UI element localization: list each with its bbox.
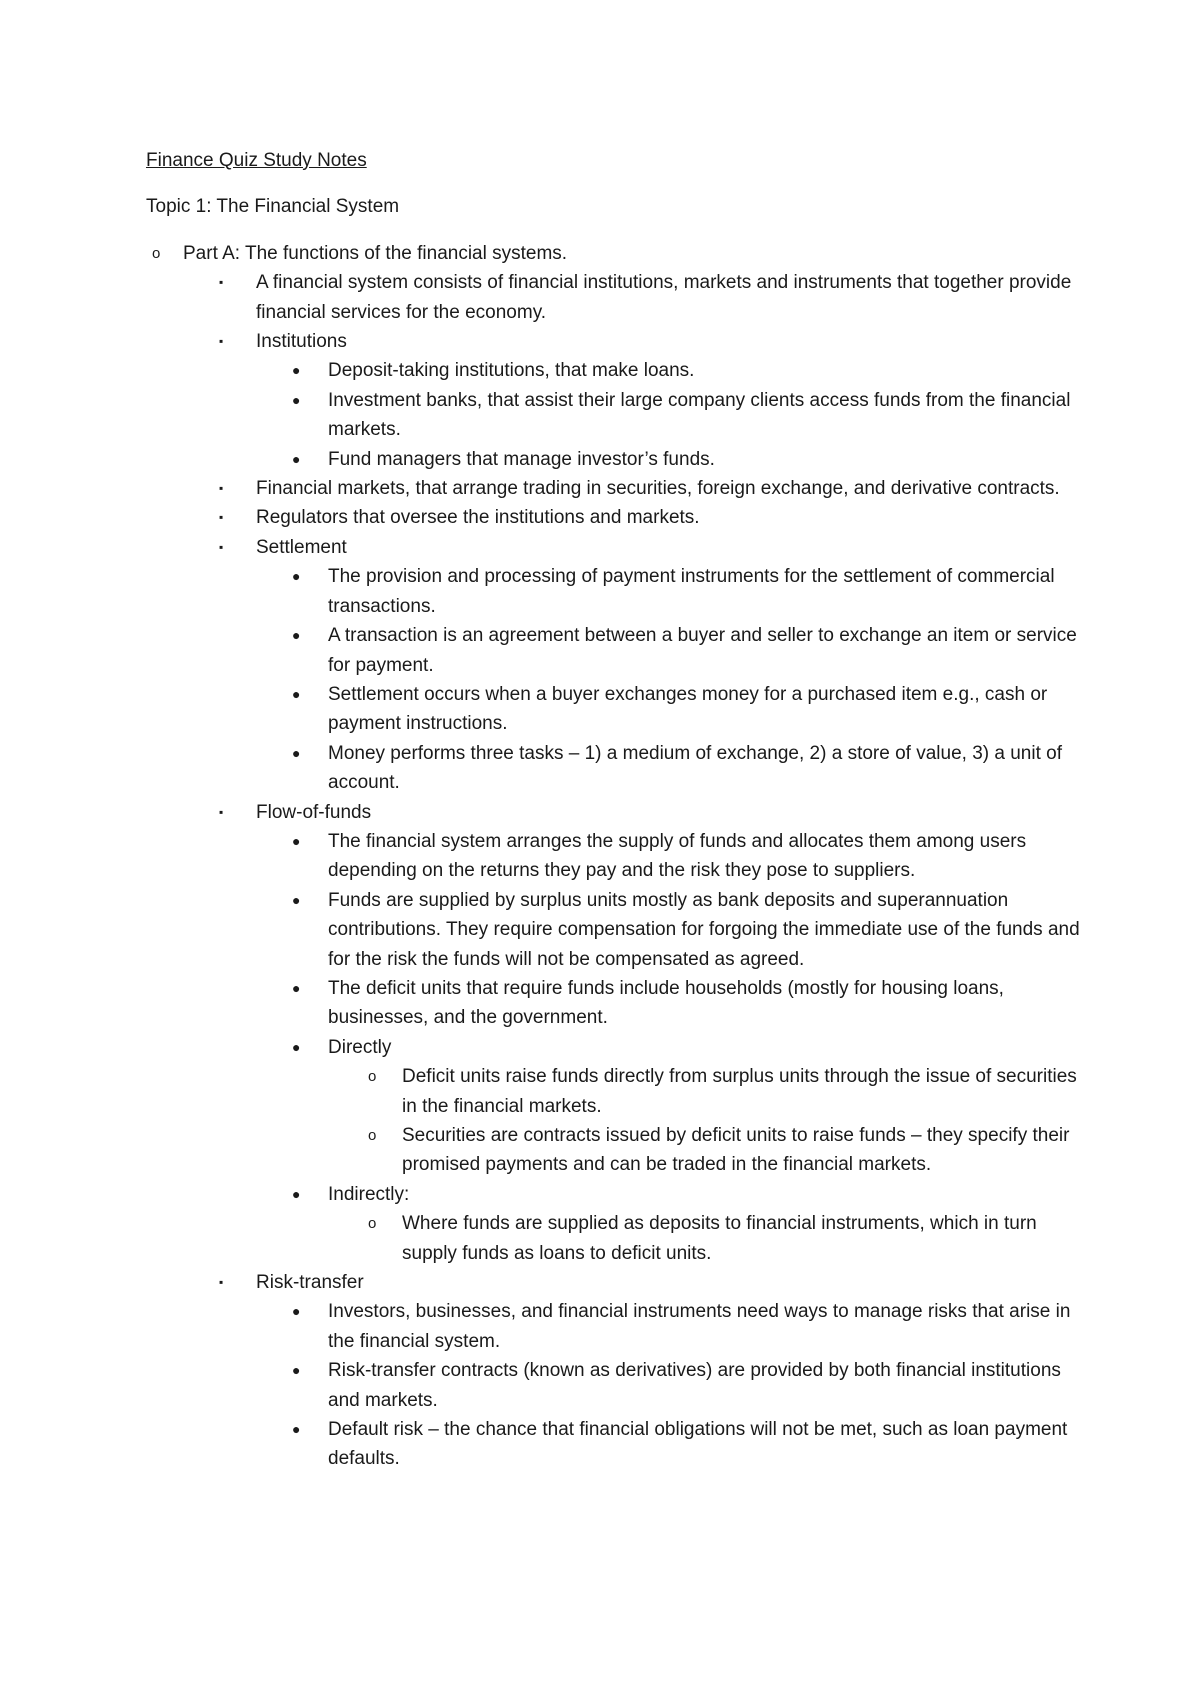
indirectly-item: Where funds are supplied as deposits to financial instruments, which in turn supply funds as loans to deficit units. — [402, 1213, 1037, 1264]
round-bullet-icon: ● — [292, 685, 301, 702]
square-bullet-icon: ▪ — [219, 539, 224, 554]
round-bullet-icon: ● — [292, 627, 301, 644]
list-item — [146, 827, 1086, 886]
regulators-item: Regulators that oversee the institutions and markets. — [256, 507, 700, 529]
list-item — [146, 1033, 1086, 1062]
list-item — [146, 1062, 1086, 1121]
list-item — [146, 886, 1086, 974]
list-item — [146, 1121, 1086, 1180]
risk-transfer-heading: Risk-transfer — [256, 1272, 364, 1294]
notes-outline — [146, 239, 1086, 1474]
flow-of-funds-item: The deficit units that require funds include households (mostly for housing loans, businesses, and the government. — [328, 977, 1004, 1029]
document-title: Finance Quiz Study Notes — [146, 150, 367, 171]
list-item — [146, 739, 1086, 798]
list-item — [146, 533, 1086, 562]
institutions-item: Investment banks, that assist their large company clients access funds from the financial markets. — [328, 389, 1071, 441]
directly-item: Deficit units raise funds directly from surplus units through the issue of securities in the financial markets. — [402, 1066, 1077, 1117]
round-bullet-icon: ● — [292, 1362, 301, 1379]
round-bullet-icon: ● — [292, 568, 301, 585]
list-item — [146, 474, 1086, 503]
settlement-item: Settlement occurs when a buyer exchanges money for a purchased item e.g., cash or payment instructions. — [328, 683, 1048, 735]
topic-heading: Topic 1: The Financial System — [146, 196, 400, 218]
square-bullet-icon: ▪ — [219, 334, 224, 349]
list-item — [146, 1297, 1086, 1356]
round-bullet-icon: ● — [292, 1303, 301, 1320]
round-bullet-icon: ● — [292, 979, 301, 996]
list-item — [146, 974, 1086, 1033]
square-bullet-icon: ▪ — [219, 804, 224, 819]
list-item — [146, 1268, 1086, 1297]
round-bullet-icon: ● — [292, 1185, 301, 1202]
directly-item: Securities are contracts issued by deficit units to raise funds – they specify their promised payments and can be traded in the financial markets. — [402, 1125, 1070, 1176]
round-bullet-icon: ● — [292, 391, 301, 408]
list-item — [146, 1356, 1086, 1415]
round-bullet-icon: ● — [292, 362, 301, 379]
round-bullet-icon: ● — [292, 1038, 301, 1055]
institutions-item: Fund managers that manage investor’s funds. — [328, 448, 715, 470]
flow-of-funds-heading: Flow-of-funds — [256, 801, 372, 823]
list-item — [146, 327, 1086, 356]
risk-transfer-item: Risk-transfer contracts (known as derivatives) are provided by both financial institutions and markets. — [328, 1360, 1061, 1411]
hollow-circle-bullet-icon: o — [368, 1127, 377, 1144]
settlement-item: A transaction is an agreement between a buyer and seller to exchange an item or service for payment. — [328, 625, 1077, 676]
financial-system-definition: A financial system consists of financial institutions, markets and instruments that together provide financial services for the economy. — [256, 272, 1072, 323]
list-item — [146, 239, 1086, 268]
settlement-item: Money performs three tasks – 1) a medium of exchange, 2) a store of value, 3) a unit of account. — [328, 742, 1062, 794]
list-item — [146, 1209, 1086, 1268]
round-bullet-icon: ● — [292, 1421, 301, 1438]
round-bullet-icon: ● — [292, 744, 301, 761]
hollow-circle-bullet-icon: o — [152, 244, 161, 262]
institutions-item: Deposit-taking institutions, that make loans. — [328, 360, 695, 382]
document-body — [146, 146, 1086, 1474]
list-item — [146, 503, 1086, 532]
square-bullet-icon: ▪ — [219, 1275, 224, 1290]
list-item — [146, 268, 1086, 327]
risk-transfer-item: Investors, businesses, and financial instruments need ways to manage risks that arise in the financial system. — [328, 1301, 1071, 1352]
square-bullet-icon: ▪ — [219, 275, 224, 290]
square-bullet-icon: ▪ — [219, 481, 224, 496]
flow-of-funds-item: Funds are supplied by surplus units mostly as bank deposits and superannuation contributions. They require compensation for forgoing the immediate use of the funds and for the risk the funds will not be compensated as agreed. — [328, 889, 1080, 970]
square-bullet-icon: ▪ — [219, 510, 224, 525]
indirectly-heading: Indirectly: — [328, 1183, 410, 1205]
list-item — [146, 562, 1086, 621]
list-item — [146, 680, 1086, 739]
round-bullet-icon: ● — [292, 891, 301, 908]
round-bullet-icon: ● — [292, 450, 301, 467]
list-item — [146, 621, 1086, 680]
financial-markets-item: Financial markets, that arrange trading in securities, foreign exchange, and derivative contracts. — [256, 478, 1060, 500]
list-item — [146, 356, 1086, 385]
institutions-heading: Institutions — [256, 331, 347, 353]
list-item — [146, 1415, 1086, 1474]
list-item — [146, 386, 1086, 445]
hollow-circle-bullet-icon: o — [368, 1068, 377, 1086]
list-item — [146, 1180, 1086, 1209]
list-item — [146, 798, 1086, 827]
part-a-heading: Part A: The functions of the financial systems. — [183, 242, 568, 264]
flow-of-funds-item: The financial system arranges the supply of funds and allocates them among users depending on the returns they pay and the risk they pose to suppliers. — [328, 830, 1027, 882]
risk-transfer-item: Default risk – the chance that financial obligations will not be met, such as loan payment defaults. — [328, 1419, 1068, 1470]
round-bullet-icon: ● — [292, 832, 301, 849]
hollow-circle-bullet-icon: o — [368, 1215, 377, 1233]
settlement-heading: Settlement — [256, 536, 347, 558]
directly-heading: Directly — [328, 1036, 392, 1058]
settlement-item: The provision and processing of payment instruments for the settlement of commercial transactions. — [328, 566, 1055, 617]
list-item — [146, 445, 1086, 474]
